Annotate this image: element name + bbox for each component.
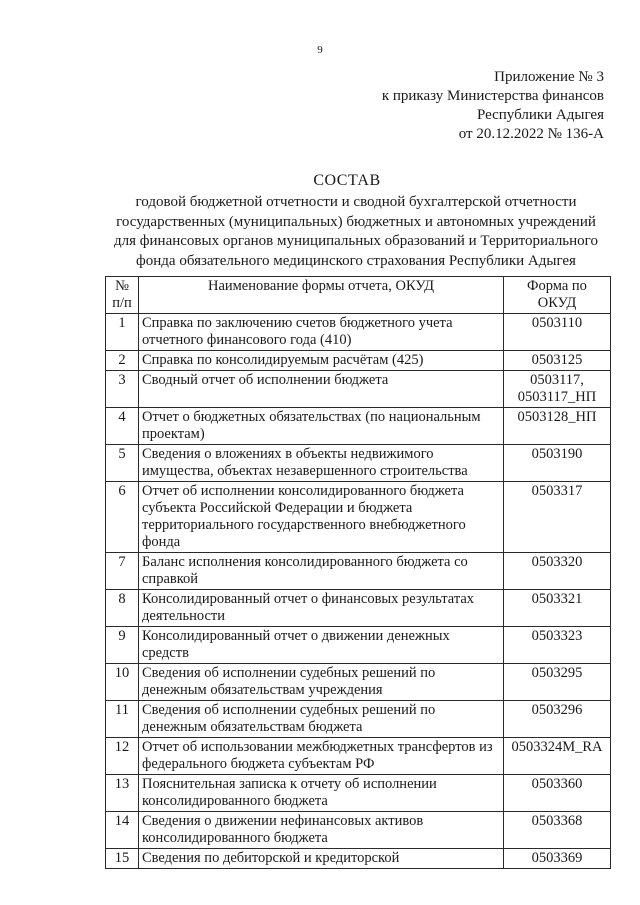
appendix-line: к приказу Министерства финансов xyxy=(381,88,604,104)
cell-name: Сведения по дебиторской и кредиторской xyxy=(139,849,504,869)
table-row xyxy=(106,408,611,445)
cell-name: Отчет о бюджетных обязательствах (по национальным проектам) xyxy=(139,408,504,445)
cell-name: Сведения об исполнении судебных решений по денежным обязательствам бюджета xyxy=(139,701,504,738)
cell-name: Сведения о движении нефинансовых активов консолидированного бюджета xyxy=(139,812,504,849)
cell-num: 10 xyxy=(106,664,139,701)
table-row xyxy=(106,627,611,664)
table-row xyxy=(106,664,611,701)
table-row xyxy=(106,701,611,738)
table-row xyxy=(106,738,611,775)
cell-name: Сведения об исполнении судебных решений по денежным обязательствам учреждения xyxy=(139,664,504,701)
table-row xyxy=(106,371,611,408)
cell-num: 1 xyxy=(106,314,139,351)
appendix-block xyxy=(382,68,604,144)
table-header-row xyxy=(106,277,611,314)
table-row xyxy=(106,482,611,553)
cell-code: 0503128_НП xyxy=(504,408,611,445)
cell-code: 0503110 xyxy=(504,314,611,351)
cell-num: 2 xyxy=(106,351,139,371)
cell-num: 14 xyxy=(106,812,139,849)
cell-code: 0503320 xyxy=(504,553,611,590)
header-name: Наименование формы отчета, ОКУД xyxy=(139,277,504,314)
appendix-line: Приложение № 3 xyxy=(494,69,604,85)
table-row xyxy=(106,812,611,849)
cell-code: 0503190 xyxy=(504,445,611,482)
subtitle-line: годовой бюджетной отчетности и сводной бухгалтерской отчетности xyxy=(135,194,577,210)
cell-num: 4 xyxy=(106,408,139,445)
table-row xyxy=(106,553,611,590)
cell-num: 8 xyxy=(106,590,139,627)
table-row xyxy=(106,849,611,869)
subtitle-line: фонда обязательного медицинского страхования Республики Адыгея xyxy=(136,252,576,269)
cell-code: 0503368 xyxy=(504,812,611,849)
cell-name: Пояснительная записка к отчету об исполнении консолидированного бюджета xyxy=(139,775,504,812)
cell-code: 0503321 xyxy=(504,590,611,627)
subtitle-line: государственных (муниципальных) бюджетных и автономных учреждений xyxy=(116,213,596,230)
cell-num: 3 xyxy=(106,371,139,408)
cell-name: Баланс исполнения консолидированного бюджета со справкой xyxy=(139,553,504,590)
cell-num: 13 xyxy=(106,775,139,812)
cell-code: 0503369 xyxy=(504,849,611,869)
cell-code: 0503295 xyxy=(504,664,611,701)
header-code: Форма по ОКУД xyxy=(504,277,611,314)
cell-num: 12 xyxy=(106,738,139,775)
cell-name: Консолидированный отчет о финансовых результатах деятельности xyxy=(139,590,504,627)
cell-name: Консолидированный отчет о движении денежных средств xyxy=(139,627,504,664)
cell-num: 7 xyxy=(106,553,139,590)
cell-name: Отчет об исполнении консолидированного бюджета субъекта Российской Федерации и бюджета территориального государственного внебюджетного фонда xyxy=(139,482,504,553)
cell-code: 0503317 xyxy=(504,482,611,553)
table-row xyxy=(106,445,611,482)
cell-name: Отчет об использовании межбюджетных трансфертов из федерального бюджета субъектам РФ xyxy=(139,738,504,775)
cell-code: 0503323 xyxy=(504,627,611,664)
appendix-line: Республики Адыгея xyxy=(476,107,604,123)
cell-num: 5 xyxy=(106,445,139,482)
page-number: 9 xyxy=(317,44,323,56)
appendix-line: от 20.12.2022 № 136-А xyxy=(458,126,604,142)
table-row xyxy=(106,314,611,351)
cell-num: 9 xyxy=(106,627,139,664)
cell-code: 0503296 xyxy=(504,701,611,738)
table-row xyxy=(106,590,611,627)
header-num: № п/п xyxy=(106,277,139,314)
cell-code: 0503324M_RA xyxy=(504,738,611,775)
cell-num: 11 xyxy=(106,701,139,738)
cell-code: 0503360 xyxy=(504,775,611,812)
cell-code: 0503117, 0503117_НП xyxy=(504,371,611,408)
cell-num: 15 xyxy=(106,849,139,869)
cell-name: Справка по консолидируемым расчётам (425) xyxy=(139,351,504,371)
cell-name: Справка по заключению счетов бюджетного учета отчетного финансового года (410) xyxy=(139,314,504,351)
table-row xyxy=(106,775,611,812)
cell-name: Сводный отчет об исполнении бюджета xyxy=(139,371,504,408)
reports-table xyxy=(105,276,611,869)
cell-num: 6 xyxy=(106,482,139,553)
cell-name: Сведения о вложениях в объекты недвижимого имущества, объектах незавершенного строительства xyxy=(139,445,504,482)
document-title: СОСТАВ xyxy=(313,172,381,189)
cell-code: 0503125 xyxy=(504,351,611,371)
table-row xyxy=(106,351,611,371)
subtitle-line: для финансовых органов муниципальных образований и Территориального xyxy=(114,233,598,249)
document-subtitle xyxy=(112,193,600,271)
